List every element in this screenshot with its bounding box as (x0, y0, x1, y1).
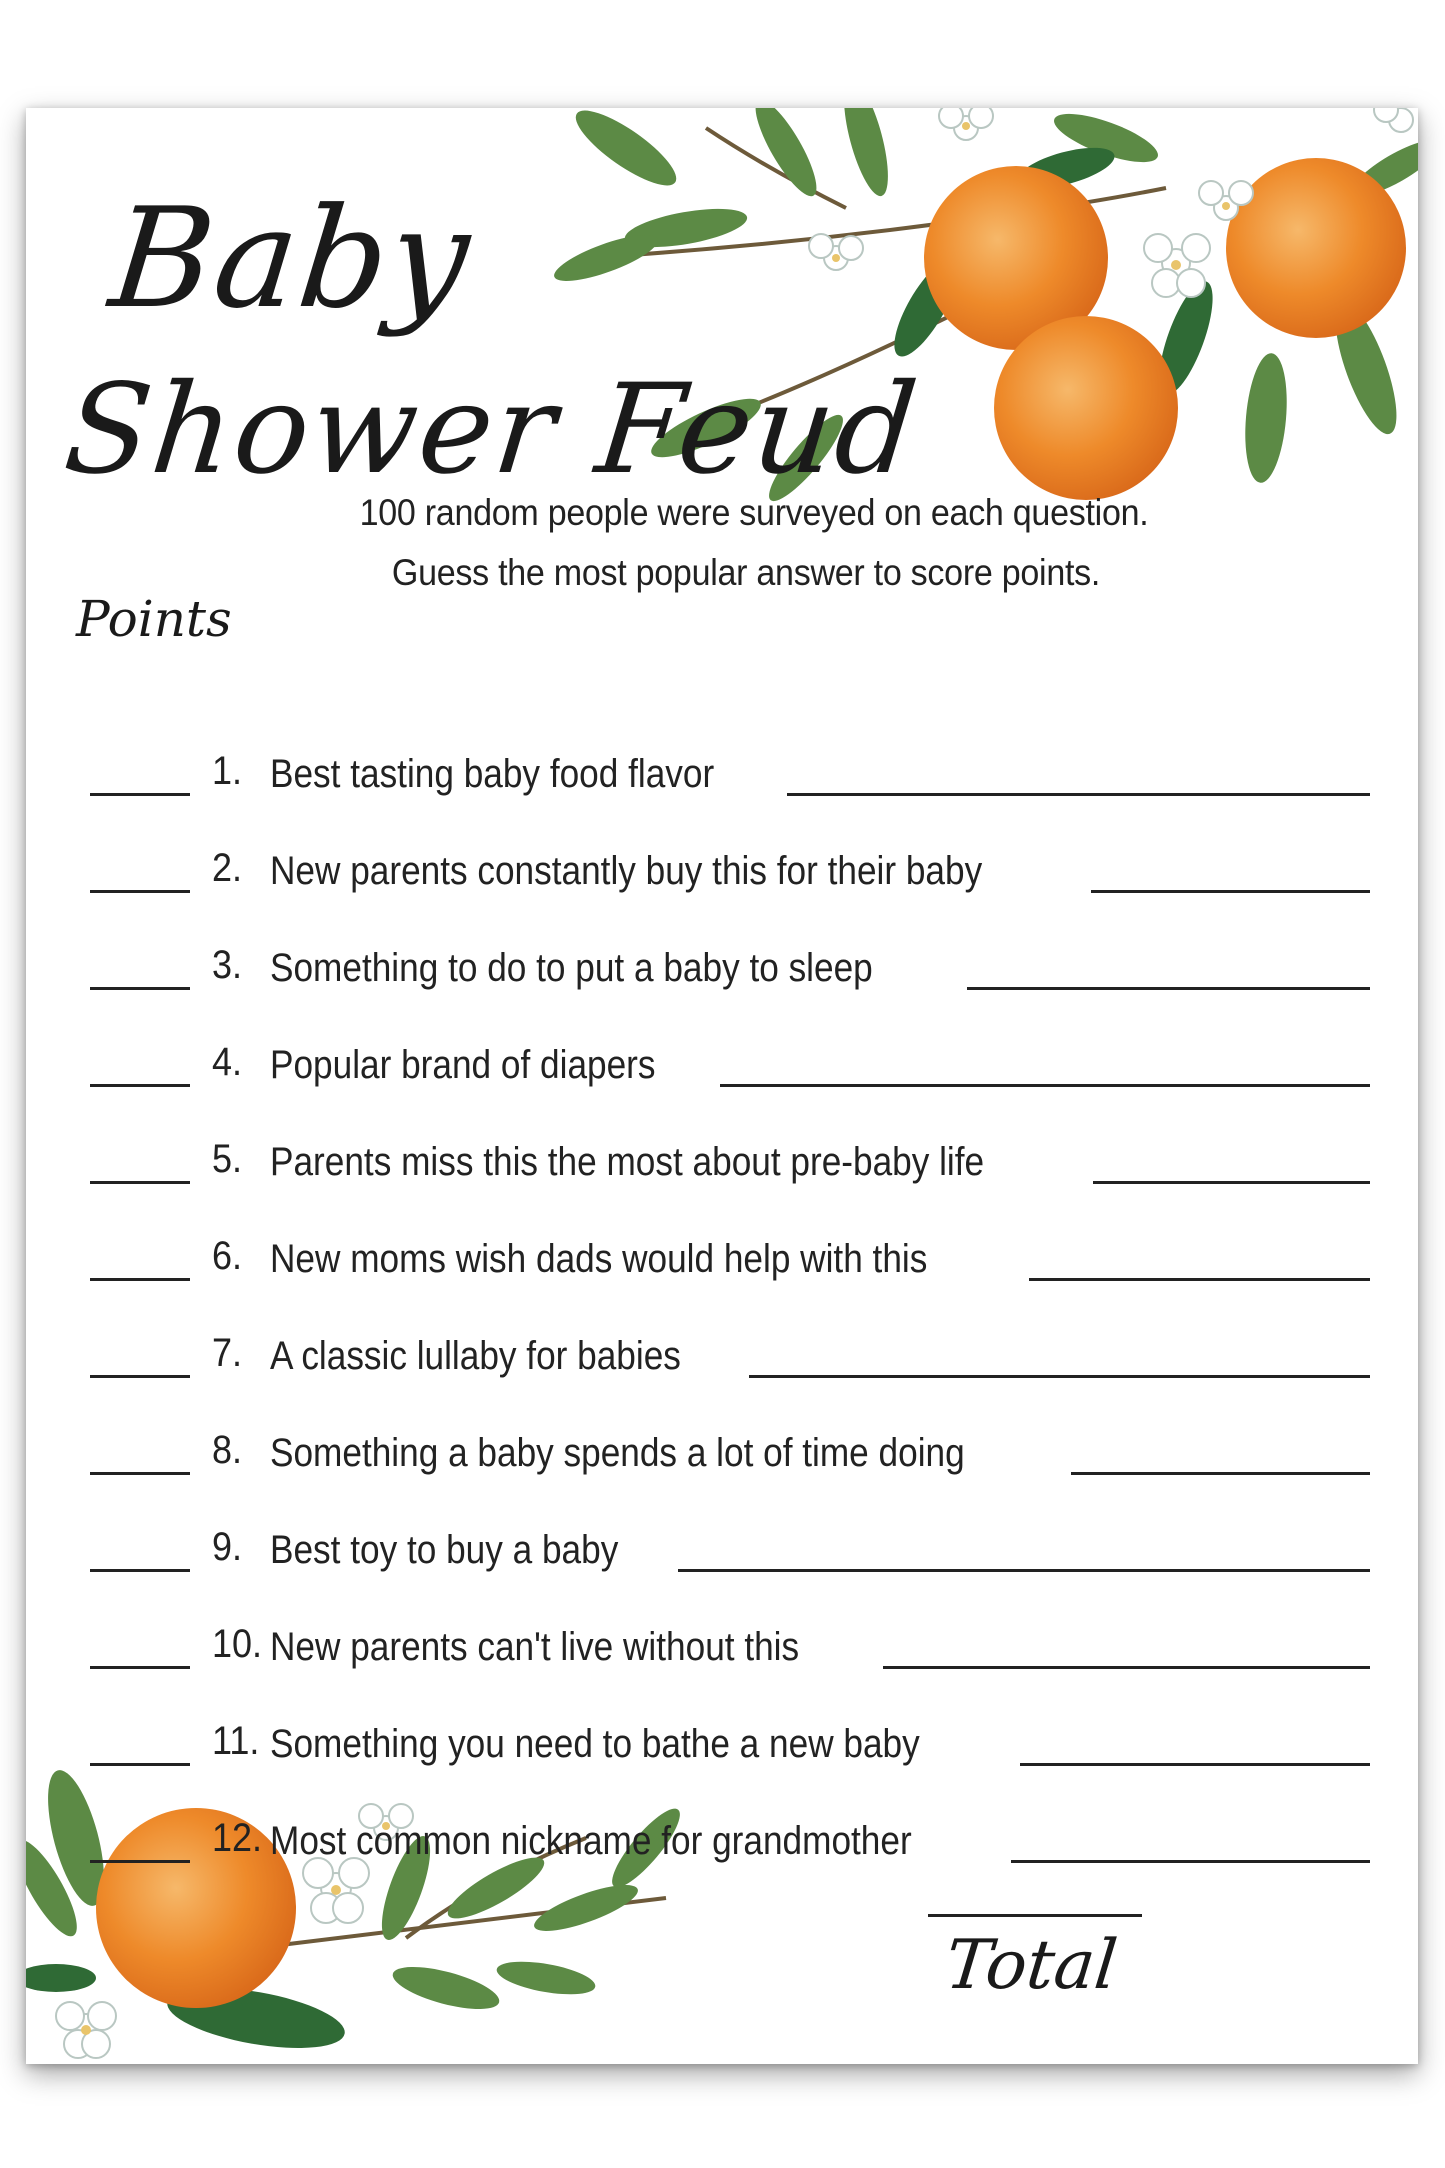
question-text: A classic lullaby for babies (270, 1334, 681, 1378)
points-blank[interactable] (90, 1181, 190, 1184)
question-text: Something you need to bathe a new baby (270, 1722, 920, 1766)
question-row (90, 1130, 1370, 1190)
question-text: Something to do to put a baby to sleep (270, 946, 873, 990)
answer-blank[interactable] (787, 793, 1370, 796)
question-text: New parents can't live without this (270, 1625, 800, 1669)
question-row (90, 1615, 1370, 1675)
question-number: 12. (212, 1816, 263, 1860)
question-row (90, 839, 1370, 899)
question-number: 11. (212, 1719, 260, 1763)
question-row (90, 1421, 1370, 1481)
points-blank[interactable] (90, 890, 190, 893)
points-blank[interactable] (90, 793, 190, 796)
question-number: 7. (212, 1331, 243, 1375)
question-number: 10. (212, 1622, 263, 1666)
total-blank[interactable] (928, 1914, 1142, 1917)
question-row (90, 1712, 1370, 1772)
points-blank[interactable] (90, 1763, 190, 1766)
points-blank[interactable] (90, 1084, 190, 1087)
question-number: 9. (212, 1525, 243, 1569)
question-text: Something a baby spends a lot of time doing (270, 1431, 965, 1475)
question-number: 6. (212, 1234, 243, 1278)
question-row (90, 1518, 1370, 1578)
answer-blank[interactable] (1020, 1763, 1370, 1766)
total-label: Total (941, 1926, 1121, 2005)
answer-blank[interactable] (967, 987, 1370, 990)
answer-blank[interactable] (1071, 1472, 1370, 1475)
answer-blank[interactable] (749, 1375, 1370, 1378)
question-text: Popular brand of diapers (270, 1043, 656, 1087)
question-text: Parents miss this the most about pre-baby life (270, 1140, 985, 1184)
question-text: Most common nickname for grandmother (270, 1819, 912, 1863)
title-baby: Baby (103, 178, 479, 339)
question-text: Best tasting baby food flavor (270, 752, 715, 796)
answer-blank[interactable] (1093, 1181, 1370, 1184)
question-row (90, 742, 1370, 802)
points-blank[interactable] (90, 1472, 190, 1475)
question-row (90, 1227, 1370, 1287)
points-column-label: Points (76, 590, 232, 648)
subtitle-line-1: 100 random people were surveyed on each question. (359, 492, 1149, 533)
question-number: 5. (212, 1137, 243, 1181)
points-blank[interactable] (90, 1666, 190, 1669)
points-blank[interactable] (90, 1569, 190, 1572)
question-row (90, 1033, 1370, 1093)
points-blank[interactable] (90, 987, 190, 990)
orange-branch-bottom-decoration (26, 1728, 726, 2064)
points-blank[interactable] (90, 1278, 190, 1281)
question-number: 4. (212, 1040, 243, 1084)
answer-blank[interactable] (678, 1569, 1370, 1572)
question-number: 3. (212, 943, 243, 987)
question-row (90, 1324, 1370, 1384)
points-blank[interactable] (90, 1375, 190, 1378)
question-number: 2. (212, 846, 243, 890)
game-card (26, 108, 1418, 2064)
title-shower-feud: Shower Feud (58, 358, 926, 502)
question-text: Best toy to buy a baby (270, 1528, 619, 1572)
answer-blank[interactable] (883, 1666, 1370, 1669)
question-row (90, 1809, 1370, 1869)
subtitle-line-2: Guess the most popular answer to score points. (391, 552, 1101, 593)
question-number: 1. (212, 749, 243, 793)
answer-blank[interactable] (1011, 1860, 1370, 1863)
points-blank[interactable] (90, 1860, 190, 1863)
answer-blank[interactable] (1091, 890, 1370, 893)
question-number: 8. (212, 1428, 243, 1472)
answer-blank[interactable] (720, 1084, 1370, 1087)
question-row (90, 936, 1370, 996)
question-text: New parents constantly buy this for their baby (270, 849, 983, 893)
question-text: New moms wish dads would help with this (270, 1237, 928, 1281)
answer-blank[interactable] (1029, 1278, 1370, 1281)
